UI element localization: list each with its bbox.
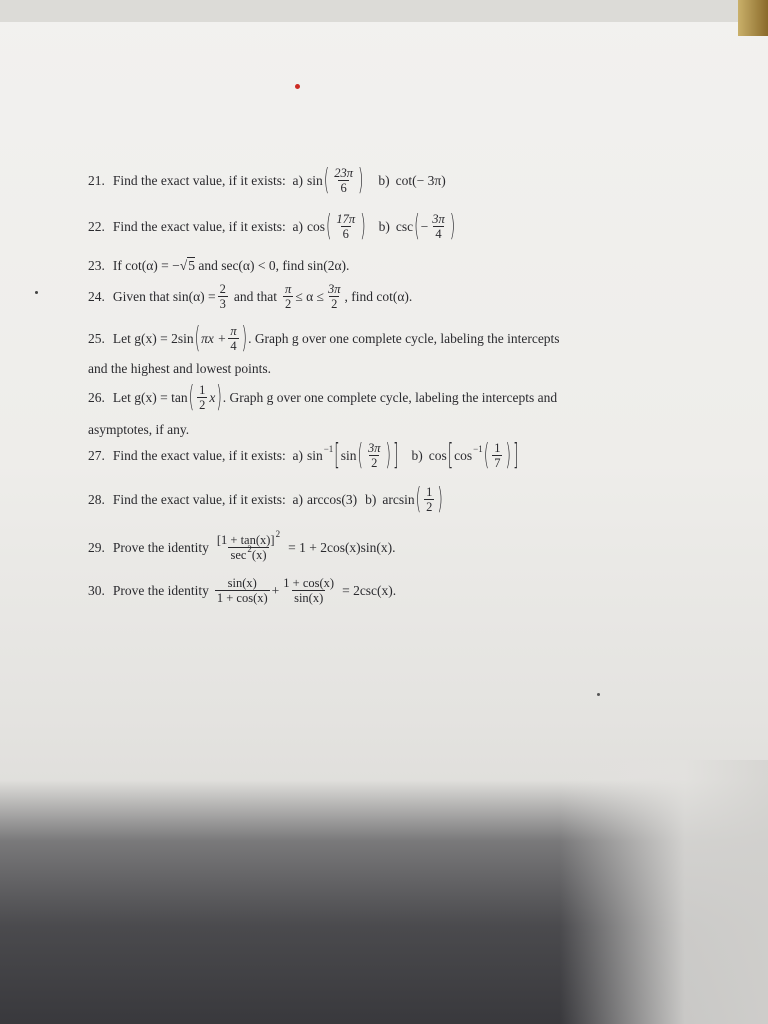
problem-28 bbox=[88, 482, 444, 517]
problem-text: Let g(x) = tan bbox=[112, 390, 188, 406]
problem-text-2: and that bbox=[233, 289, 278, 305]
part-b-label: b) bbox=[411, 448, 423, 464]
bracket-group: [ cos −1 ( $\frac{1}{7}$ ) ] bbox=[447, 438, 519, 473]
identity-rhs: = 1 + 2cos(x)sin(x). bbox=[288, 540, 396, 556]
problem-26-continuation: asymptotes, if any. bbox=[88, 422, 190, 437]
part-b-label: b) bbox=[378, 219, 390, 235]
function-name: csc bbox=[395, 219, 414, 235]
fraction: $\frac{\pi}{2}$ bbox=[285, 282, 292, 312]
photo-shadow-edge bbox=[560, 760, 768, 1024]
radicand: 5 bbox=[188, 258, 195, 273]
fraction: $\frac{1}{2}$ bbox=[199, 383, 206, 413]
problem-number: 28. bbox=[88, 492, 105, 508]
function-name: cos bbox=[306, 219, 325, 235]
paren-group: ( $\frac{1}{2}$ ) bbox=[415, 482, 443, 517]
fraction: $\frac{2}{3}$ bbox=[219, 282, 226, 312]
problem-text: Let g(x) = 2sin bbox=[112, 331, 194, 347]
fraction: $\frac{3\pi}{2}$ bbox=[327, 282, 341, 312]
problem-number: 23. bbox=[88, 257, 105, 273]
argument: (− 3π) bbox=[412, 173, 446, 189]
paren-group: ( $\frac{17\pi}{6}$ ) bbox=[325, 209, 366, 244]
problem-23 bbox=[88, 257, 349, 274]
fraction: $\frac{\pi}{4}$ bbox=[230, 324, 237, 354]
identity-rhs: = 2csc(x). bbox=[342, 583, 397, 599]
paren-group: ( $\frac{1}{2}$ x ) bbox=[188, 380, 222, 415]
problem-number: 21. bbox=[88, 173, 105, 189]
problem-text: Prove the identity bbox=[112, 583, 209, 599]
problem-21 bbox=[88, 163, 446, 198]
ink-mark bbox=[35, 291, 38, 294]
problem-24 bbox=[88, 282, 412, 312]
problem-number: 29. bbox=[88, 540, 105, 556]
problem-22 bbox=[88, 209, 456, 244]
problem-27 bbox=[88, 438, 519, 473]
problem-text: If cot(α) = − bbox=[112, 257, 180, 273]
paren-group: ( − $\frac{3\pi}{4}$ ) bbox=[414, 209, 456, 244]
problem-number: 27. bbox=[88, 448, 105, 464]
fraction: $\frac{23\pi}{6}$ bbox=[334, 166, 353, 196]
problem-number: 24. bbox=[88, 289, 105, 305]
bracket-group: [ sin ( $\frac{3\pi}{2}$ ) ] bbox=[334, 438, 399, 473]
problem-text: Find the exact value, if it exists: a) bbox=[112, 173, 303, 189]
problem-30 bbox=[88, 576, 396, 606]
fraction: $\frac{1}{2}$ bbox=[426, 485, 433, 515]
fraction: $\frac{3\pi}{2}$ bbox=[368, 441, 381, 471]
fraction: $\frac{1 + \cos(x)}{\sin(x)}$ bbox=[283, 576, 335, 606]
ink-mark-2 bbox=[597, 693, 600, 696]
function-name: sin bbox=[306, 173, 323, 189]
function-name: cot bbox=[395, 173, 413, 189]
problem-text-3: , find cot(α). bbox=[344, 289, 413, 305]
problem-text: Find the exact value, if it exists: a) bbox=[112, 492, 303, 508]
problem-25 bbox=[88, 321, 560, 356]
paren-group: ( πx + $\frac{\pi}{4}$ ) bbox=[194, 321, 248, 356]
function-name: arcsin bbox=[382, 492, 415, 508]
problem-text: Find the exact value, if it exists: a) bbox=[112, 219, 303, 235]
inequality: ≤ α ≤ bbox=[295, 289, 324, 305]
problem-number: 22. bbox=[88, 219, 105, 235]
fraction: $\frac{3\pi}{4}$ bbox=[432, 212, 445, 242]
corner-strip bbox=[738, 0, 768, 36]
function-name: cos bbox=[428, 448, 447, 464]
red-ink-mark bbox=[295, 84, 300, 89]
problem-text: Given that sin(α) = bbox=[112, 289, 216, 305]
fraction: $\frac{17\pi}{6}$ bbox=[336, 212, 356, 242]
arccos-expression: arccos(3) bbox=[306, 492, 358, 508]
problem-29 bbox=[88, 529, 396, 563]
problem-text: Find the exact value, if it exists: a) bbox=[112, 448, 303, 464]
problem-25-continuation: and the highest and lowest points. bbox=[88, 361, 271, 376]
problem-number: 25. bbox=[88, 331, 105, 347]
problem-text: Prove the identity bbox=[112, 540, 209, 556]
problem-number: 30. bbox=[88, 583, 105, 599]
fraction: $\frac{\sin(x)}{1 + \cos(x)}$ bbox=[216, 576, 268, 606]
part-b-label: b) bbox=[378, 173, 390, 189]
fraction: $\frac{[1 + \tan(x)]^2}{\sec^2(x)}$ bbox=[216, 529, 281, 563]
problem-number: 26. bbox=[88, 390, 105, 406]
part-b-label: b) bbox=[365, 492, 377, 508]
top-edge bbox=[0, 0, 738, 22]
paren-group: ( $\frac{23\pi}{6}$ ) bbox=[323, 163, 364, 198]
fraction: $\frac{1}{7}$ bbox=[494, 441, 501, 471]
problem-26 bbox=[88, 380, 558, 415]
sqrt-sign: √ bbox=[179, 257, 188, 273]
plus-sign: + bbox=[271, 583, 280, 599]
problem-text-2: . Graph g over one complete cycle, labeling the intercepts and bbox=[222, 390, 558, 406]
problem-text-2: and sec(α) < 0, find sin(2α). bbox=[194, 257, 350, 273]
inverse-exponent: −1 bbox=[323, 443, 334, 454]
function-name: sin bbox=[306, 448, 323, 464]
problem-text-2: . Graph g over one complete cycle, labeling the intercepts bbox=[248, 331, 560, 347]
